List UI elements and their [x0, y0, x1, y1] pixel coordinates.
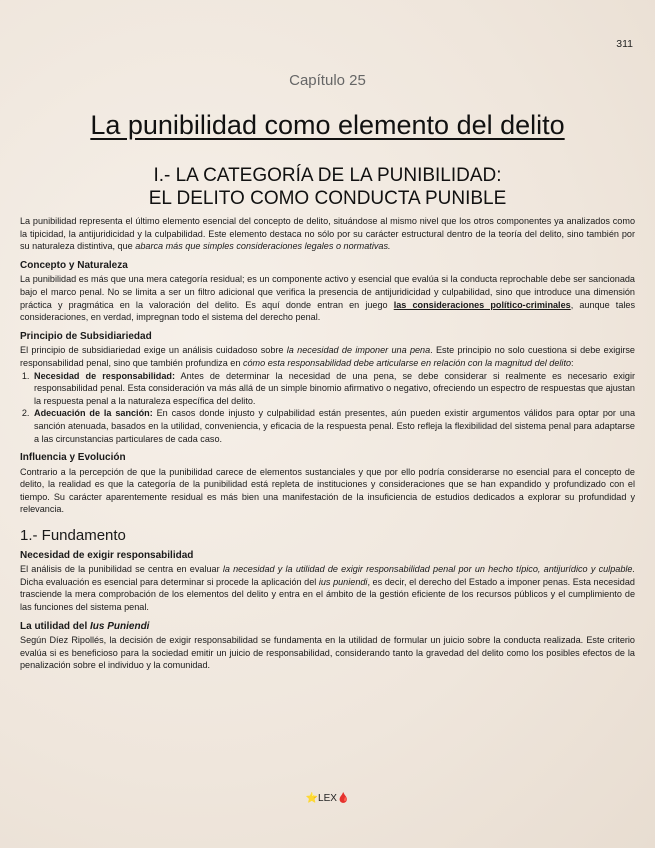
utilidad-heading-a: La utilidad del: [20, 620, 91, 632]
list-item: [32, 407, 635, 445]
intro-paragraph: [20, 215, 635, 253]
list-item: [32, 370, 635, 408]
list-item-text: Antes de determinar la necesidad de una pena, se debe considerar si realmente es necesario exigir responsabilidad penal. Esta consideración va más allá de un simple binomio afirmativo o negativo, ofreciendo un espectro de respuestas que ajustan la respuesta penal a la naturaleza específica del delito.: [34, 370, 635, 406]
utilidad-heading-b: Ius Puniendi: [90, 620, 150, 632]
blood-drop-icon: 🩸: [336, 793, 350, 804]
subs-t2: . Este principio no solo cuestiona si debe exigirse responsabilidad penal, sino que también profundiza en: [20, 345, 635, 368]
intro-text: La punibilidad representa el último elemento esencial del concepto de delito, situándose al mismo nivel que los otros componentes ya analizados como la tipicidad, la antijuridicidad y la culpabilidad. Este elemento destaca no sólo por su carácter estructural dentro de la teoría del delito, sino también por su naturaleza distintiva, que: [20, 216, 635, 252]
list-item-label: Necesidad de responsabilidad:: [34, 370, 175, 381]
utilidad-paragraph: Según Díez Ripollés, la decisión de exigir responsabilidad se fundamenta en la utilidad de formular un juicio sobre la conducta realizada. Este criterio evalúa si es beneficioso para la sociedad emitir un juicio de responsabilidad, considerando tanto la gravedad del delito como los posibles efectos de la penalización sobre el individuo y la comunidad.: [20, 635, 635, 671]
section-title-line2: EL DELITO COMO CONDUCTA PUNIBLE: [148, 188, 507, 209]
nec-e1: la necesidad y la utilidad de exigir responsabilidad penal por un hecho típico, antijurídico y culpable.: [222, 564, 635, 575]
heading-influencia: Influencia y Evolución: [20, 452, 126, 464]
subs-e2: cómo esta responsabilidad debe articularse en relación con la magnitud del delito: [242, 357, 572, 368]
heading-concepto: Concepto y Naturaleza: [20, 259, 128, 271]
influencia-paragraph: Contrario a la percepción de que la punibilidad carece de elementos sustanciales y que por ello podría considerarse no esencial para el concepto de delito, la realidad es que la categoría de la punibilidad está repleta de instituciones y consideraciones que se han expandido y profundizado con el tiempo. Su carácter aparentemente residual es más bien una manifestación de la insuficiencia de estudios dedicados a explorar su profundidad y relevancia.: [20, 466, 635, 515]
heading-utilidad: [20, 621, 635, 634]
page-number: 311: [616, 38, 633, 50]
heading-subsidiariedad: Principio de Subsidiariedad: [20, 330, 152, 342]
list-item-label: Adecuación de la sanción:: [34, 408, 153, 419]
subs-e1: la necesidad de imponer una pena: [286, 345, 431, 356]
heading-necesidad: Necesidad de exigir responsabilidad: [20, 549, 194, 561]
nec-t1: El análisis de la punibilidad se centra en evaluar: [20, 564, 223, 575]
nec-t2: Dicha evaluación es esencial para determinar si procede la aplicación del: [20, 576, 319, 587]
content: [20, 215, 635, 672]
necesidad-paragraph: [20, 563, 635, 613]
star-icon: ⭐: [305, 793, 319, 804]
nec-e2: ius puniendi: [318, 576, 368, 587]
page-title: La punibilidad como elemento del delito: [90, 110, 565, 140]
chapter-label: Capítulo 25: [289, 72, 366, 89]
subsidiariedad-paragraph: [20, 344, 635, 369]
list-item-text: En casos donde injusto y culpabilidad están presentes, aún pueden existir argumentos válidos para optar por una sanción atenuada, basados en la utilidad, conveniencia, y eficacia de la respuesta penal. Esto refleja la flexibilidad del sistema penal para adaptarse a las circunstancias particulares de cada caso.: [34, 408, 635, 444]
subsidiariedad-list: [20, 370, 635, 446]
section-title: [0, 164, 655, 210]
footer-label: LEX: [318, 793, 337, 804]
section-title-line1: I.- LA CATEGORÍA DE LA PUNIBILIDAD:: [153, 165, 502, 186]
concepto-text2: , aunque tales consideraciones, en verdad, impregnan todo el sistema del derecho penal.: [20, 299, 636, 323]
subs-t1: El principio de subsidiariedad exige un análisis cuidadoso sobre: [20, 345, 287, 356]
concepto-strong: las consideraciones político-criminales: [393, 299, 571, 310]
footer-logo: [0, 793, 655, 804]
nec-t3: , es decir, el derecho del Estado a imponer penas. Esta necesidad trasciende la mera comprobación de los elementos del delito y entra en el ámbito de la gestión eficiente de los recursos públicos y el cumplimiento de las funciones del sistema penal.: [20, 576, 635, 613]
intro-emphasis: abarca más que simples consideraciones legales o normativas.: [135, 241, 391, 252]
concepto-text1: La punibilidad es más que una mera categoría residual; es un componente activo y esencial que evalúa si la conducta reprochable debe ser sancionada bajo el marco penal. No se limita a ser un filtro adicional que verifica la presencia de antijuridicidad y culpabilidad, sino que introduce una dimensión práctica y pragmática en la valoración del delito. Es aquí donde entran en juego: [20, 274, 635, 310]
subs-t3: :: [571, 357, 574, 368]
heading-fundamento: 1.- Fundamento: [20, 527, 126, 545]
concepto-paragraph: [20, 273, 635, 323]
